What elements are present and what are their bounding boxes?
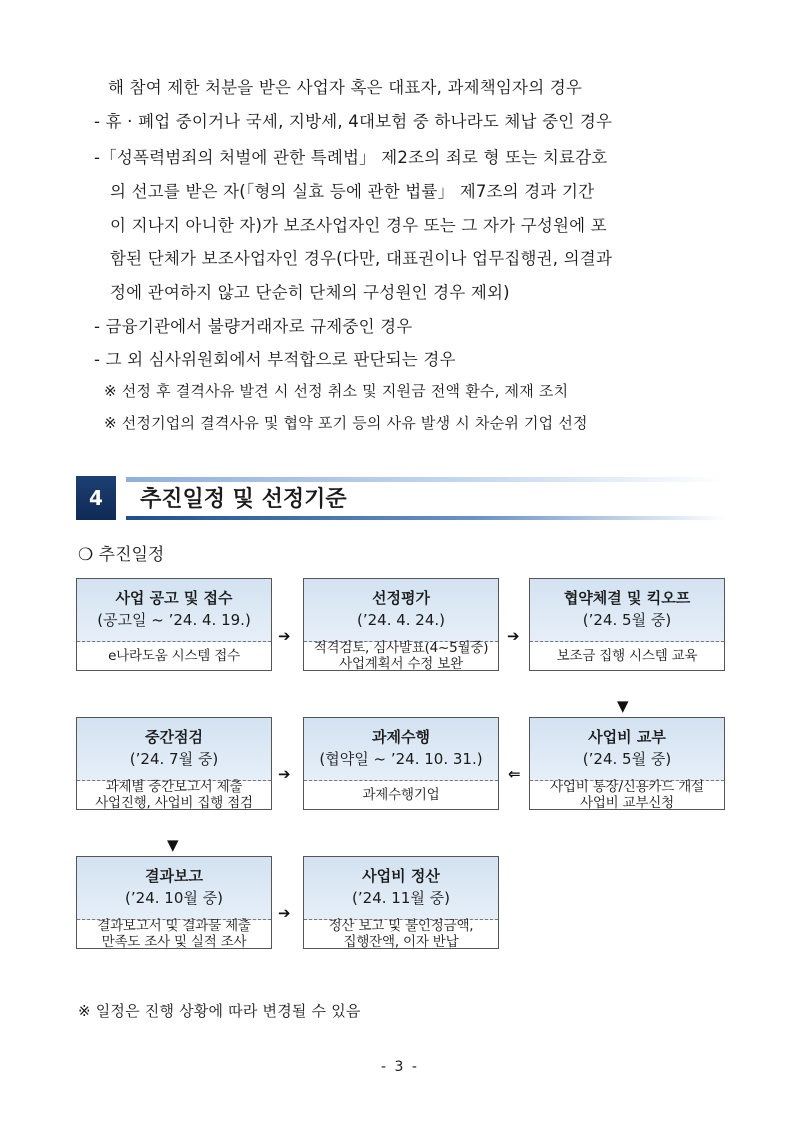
step-title: 중간점검 [145, 728, 203, 746]
arrow-left-icon: ⇐ [508, 765, 521, 783]
step-body: 사업비 통장/신용카드 개설 [550, 779, 704, 795]
subheading: ❍ 추진일정 [78, 545, 165, 565]
step-title: 결과보고 [145, 867, 203, 885]
step-date: (’24. 11월 중) [352, 889, 450, 907]
text-line: 의 선고를 받은 자(「형의 실효 등에 관한 법률」 제7조의 경과 기간 [110, 182, 595, 201]
step-box [529, 717, 725, 810]
step-date: (’24. 5월 중) [582, 750, 672, 768]
text-line: - 휴 · 폐업 중이거나 국세, 지방세, 4대보험 중 하나라도 체납 중인 경우 [94, 112, 613, 131]
step-box [76, 856, 272, 949]
step-date: (’24. 5월 중) [582, 611, 672, 629]
step-box [303, 578, 499, 671]
step-body: 과제수행기업 [362, 787, 440, 803]
text-line: - 금융기관에서 불량거래자로 규제중인 경우 [94, 317, 413, 336]
step-date: (협약일 ~ ’24. 10. 31.) [319, 750, 483, 768]
text-line: 이 지나지 아니한 자)가 보조사업자인 경우 또는 그 자가 구성원에 포 [110, 216, 607, 235]
step-box [76, 717, 272, 810]
step-title: 사업비 교부 [588, 728, 666, 746]
section-bar-bottom [126, 516, 726, 520]
step-date: (’24. 4. 24.) [356, 611, 446, 629]
step-body: 만족도 조사 및 실적 조사 [101, 934, 247, 950]
step-title: 사업비 정산 [362, 867, 440, 885]
text-line: 해 참여 제한 처분을 받은 사업자 혹은 대표자, 과제책임자의 경우 [108, 78, 583, 97]
note-line: ※ 선정기업의 결격사유 및 협약 포기 등의 사유 발생 시 차순위 기업 선정 [104, 414, 588, 432]
step-body: 과제별 중간보고서 제출 [105, 779, 243, 795]
note-line: ※ 선정 후 결격사유 발견 시 선정 취소 및 지원금 전액 환수, 제재 조치 [104, 382, 569, 400]
step-box [76, 578, 272, 671]
text-line: -「성폭력범죄의 처벌에 관한 특례법」 제2조의 죄로 형 또는 치료감호 [94, 148, 608, 167]
section-title: 추진일정 및 선정기준 [140, 487, 347, 512]
arrow-right-icon: ➔ [278, 765, 291, 783]
step-body: 정산 보고 및 불인정금액, [328, 918, 474, 934]
step-body: 사업비 교부신청 [580, 795, 674, 811]
arrow-down-icon: ▼ [617, 697, 629, 715]
step-title: 협약체결 및 킥오프 [563, 589, 691, 607]
step-body: 사업계획서 수정 보완 [339, 656, 463, 672]
section-number: 4 [76, 476, 116, 520]
arrow-right-icon: ➔ [278, 904, 291, 922]
step-body: 결과보고서 및 결과물 제출 [97, 918, 251, 934]
step-date: (’24. 10월 중) [125, 889, 223, 907]
step-body: 적격검토, 심사발표(4~5월중) [313, 640, 489, 656]
step-date: (’24. 7월 중) [129, 750, 219, 768]
step-body: 사업진행, 사업비 집행 점검 [95, 795, 253, 811]
step-box [303, 717, 499, 810]
text-line: - 그 외 심사위원회에서 부적합으로 판단되는 경우 [94, 350, 456, 369]
step-body: 보조금 집행 시스템 교육 [556, 648, 698, 664]
text-line: 함된 단체가 보조사업자인 경우(다만, 대표권이나 업무집행권, 의결과 [110, 249, 613, 268]
arrow-right-icon: ➔ [278, 627, 291, 645]
step-box [529, 578, 725, 671]
step-body: 집행잔액, 이자 반납 [343, 934, 459, 950]
page-number: - 3 - [381, 1059, 419, 1075]
step-title: 사업 공고 및 접수 [115, 589, 233, 607]
step-title: 과제수행 [372, 728, 430, 746]
step-date: (공고일 ~ ’24. 4. 19.) [97, 611, 251, 629]
step-box [303, 856, 499, 949]
arrow-right-icon: ➔ [507, 627, 520, 645]
text-line: 정에 관여하지 않고 단순히 단체의 구성원인 경우 제외) [110, 283, 510, 302]
step-title: 선정평가 [372, 589, 430, 607]
arrow-down-icon: ▼ [167, 836, 179, 854]
footnote: ※ 일정은 진행 상황에 따라 변경될 수 있음 [78, 1002, 361, 1020]
step-body: e나라도움 시스템 접수 [108, 648, 240, 664]
